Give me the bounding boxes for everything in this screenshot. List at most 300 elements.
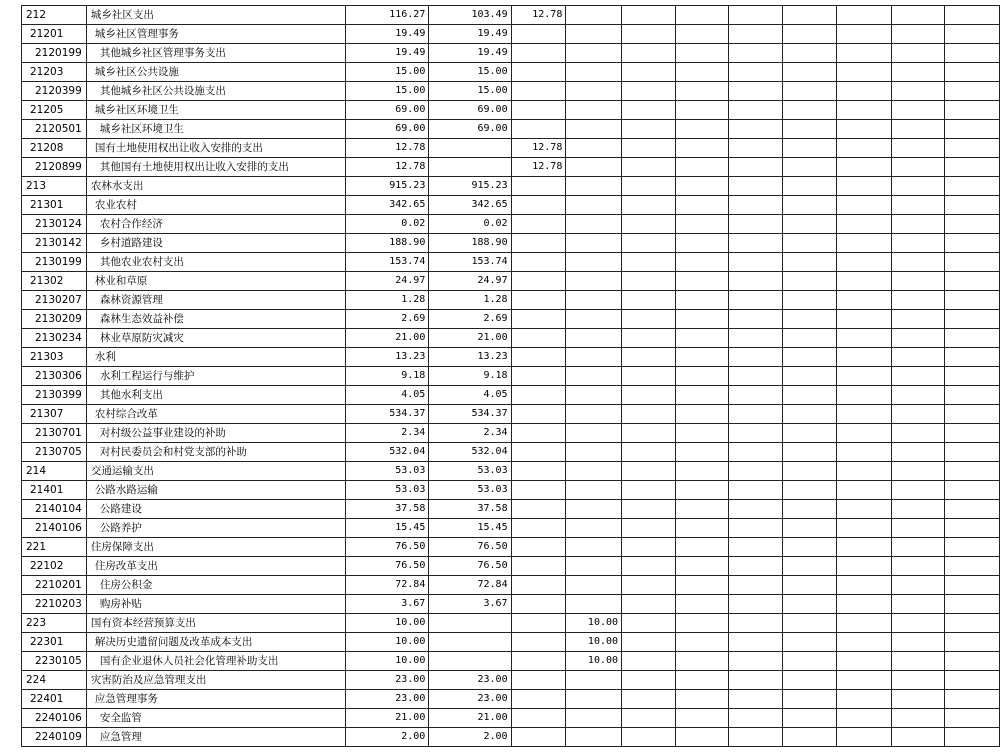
empty-cell xyxy=(836,329,891,348)
total-amount-cell: 2.34 xyxy=(346,424,429,443)
empty-cell xyxy=(622,614,676,633)
empty-cell xyxy=(622,234,676,253)
empty-cell xyxy=(622,462,676,481)
subject-code-cell: 2130199 xyxy=(22,253,87,272)
empty-cell xyxy=(622,386,676,405)
state-capital-budget-amount-cell xyxy=(566,101,622,120)
empty-cell xyxy=(729,25,783,44)
subject-name-cell: 应急管理 xyxy=(86,728,345,747)
general-budget-amount-cell: 342.65 xyxy=(429,196,511,215)
table-row xyxy=(22,595,1000,614)
empty-cell xyxy=(622,253,676,272)
subject-name-cell: 其他城乡社区管理事务支出 xyxy=(86,44,345,63)
table-row xyxy=(22,253,1000,272)
subject-code-cell: 2130124 xyxy=(22,215,87,234)
empty-cell xyxy=(836,690,891,709)
empty-cell xyxy=(783,101,837,120)
subject-name-cell: 农业农村 xyxy=(86,196,345,215)
fund-budget-amount-cell xyxy=(511,709,566,728)
subject-name-cell: 交通运输支出 xyxy=(86,462,345,481)
general-budget-amount-cell: 532.04 xyxy=(429,443,511,462)
general-budget-amount-cell xyxy=(429,139,511,158)
empty-cell xyxy=(891,671,945,690)
empty-cell xyxy=(729,709,783,728)
total-amount-cell: 1.28 xyxy=(346,291,429,310)
empty-cell xyxy=(622,25,676,44)
empty-cell xyxy=(675,196,729,215)
state-capital-budget-amount-cell xyxy=(566,196,622,215)
subject-name-cell: 对村民委员会和村党支部的补助 xyxy=(86,443,345,462)
fund-budget-amount-cell xyxy=(511,500,566,519)
subject-name-cell: 林业和草原 xyxy=(86,272,345,291)
total-amount-cell: 342.65 xyxy=(346,196,429,215)
table-row xyxy=(22,576,1000,595)
empty-cell xyxy=(622,6,676,25)
empty-cell xyxy=(836,576,891,595)
total-amount-cell: 188.90 xyxy=(346,234,429,253)
subject-code-cell: 21303 xyxy=(22,348,87,367)
empty-cell xyxy=(783,253,837,272)
subject-code-cell: 21205 xyxy=(22,101,87,120)
fund-budget-amount-cell xyxy=(511,253,566,272)
empty-cell xyxy=(622,538,676,557)
empty-cell xyxy=(675,367,729,386)
general-budget-amount-cell: 15.00 xyxy=(429,82,511,101)
empty-cell xyxy=(891,139,945,158)
empty-cell xyxy=(729,386,783,405)
empty-cell xyxy=(729,500,783,519)
empty-cell xyxy=(675,177,729,196)
empty-cell xyxy=(729,443,783,462)
empty-cell xyxy=(891,481,945,500)
total-amount-cell: 915.23 xyxy=(346,177,429,196)
empty-cell xyxy=(836,709,891,728)
general-budget-amount-cell: 4.05 xyxy=(429,386,511,405)
empty-cell xyxy=(675,652,729,671)
empty-cell xyxy=(945,120,1000,139)
empty-cell xyxy=(675,690,729,709)
state-capital-budget-amount-cell xyxy=(566,690,622,709)
total-amount-cell: 153.74 xyxy=(346,253,429,272)
empty-cell xyxy=(729,728,783,747)
total-amount-cell: 53.03 xyxy=(346,462,429,481)
empty-cell xyxy=(945,424,1000,443)
subject-name-cell: 国有土地使用权出让收入安排的支出 xyxy=(86,139,345,158)
empty-cell xyxy=(622,576,676,595)
state-capital-budget-amount-cell xyxy=(566,215,622,234)
empty-cell xyxy=(836,44,891,63)
empty-cell xyxy=(675,101,729,120)
state-capital-budget-amount-cell xyxy=(566,25,622,44)
empty-cell xyxy=(945,25,1000,44)
subject-name-cell: 城乡社区环境卫生 xyxy=(86,101,345,120)
state-capital-budget-amount-cell xyxy=(566,709,622,728)
state-capital-budget-amount-cell xyxy=(566,234,622,253)
subject-name-cell: 农村合作经济 xyxy=(86,215,345,234)
subject-code-cell: 2130399 xyxy=(22,386,87,405)
empty-cell xyxy=(836,196,891,215)
empty-cell xyxy=(622,690,676,709)
total-amount-cell: 9.18 xyxy=(346,367,429,386)
budget-table-sheet xyxy=(21,5,1000,747)
subject-code-cell: 2120399 xyxy=(22,82,87,101)
empty-cell xyxy=(891,101,945,120)
empty-cell xyxy=(729,614,783,633)
state-capital-budget-amount-cell xyxy=(566,519,622,538)
table-body xyxy=(22,6,1000,747)
empty-cell xyxy=(783,63,837,82)
empty-cell xyxy=(622,519,676,538)
empty-cell xyxy=(836,82,891,101)
table-row xyxy=(22,462,1000,481)
empty-cell xyxy=(891,652,945,671)
empty-cell xyxy=(729,329,783,348)
subject-name-cell: 农林水支出 xyxy=(86,177,345,196)
state-capital-budget-amount-cell xyxy=(566,500,622,519)
empty-cell xyxy=(945,44,1000,63)
empty-cell xyxy=(836,614,891,633)
state-capital-budget-amount-cell xyxy=(566,310,622,329)
empty-cell xyxy=(729,291,783,310)
empty-cell xyxy=(675,671,729,690)
subject-code-cell: 212 xyxy=(22,6,87,25)
empty-cell xyxy=(675,443,729,462)
empty-cell xyxy=(836,139,891,158)
empty-cell xyxy=(622,671,676,690)
table-row xyxy=(22,671,1000,690)
empty-cell xyxy=(836,481,891,500)
subject-name-cell: 其他水利支出 xyxy=(86,386,345,405)
subject-code-cell: 2140104 xyxy=(22,500,87,519)
empty-cell xyxy=(675,139,729,158)
empty-cell xyxy=(622,728,676,747)
fund-budget-amount-cell xyxy=(511,82,566,101)
subject-code-cell: 2210201 xyxy=(22,576,87,595)
empty-cell xyxy=(783,519,837,538)
subject-name-cell: 公路水路运输 xyxy=(86,481,345,500)
empty-cell xyxy=(729,196,783,215)
empty-cell xyxy=(675,348,729,367)
empty-cell xyxy=(945,63,1000,82)
empty-cell xyxy=(729,424,783,443)
general-budget-amount-cell: 0.02 xyxy=(429,215,511,234)
empty-cell xyxy=(891,576,945,595)
empty-cell xyxy=(836,253,891,272)
empty-cell xyxy=(945,500,1000,519)
general-budget-amount-cell: 915.23 xyxy=(429,177,511,196)
total-amount-cell: 69.00 xyxy=(346,101,429,120)
fund-budget-amount-cell xyxy=(511,120,566,139)
empty-cell xyxy=(783,709,837,728)
empty-cell xyxy=(945,519,1000,538)
empty-cell xyxy=(836,519,891,538)
subject-name-cell: 水利 xyxy=(86,348,345,367)
empty-cell xyxy=(729,310,783,329)
empty-cell xyxy=(729,690,783,709)
fund-budget-amount-cell xyxy=(511,329,566,348)
empty-cell xyxy=(729,557,783,576)
total-amount-cell: 15.00 xyxy=(346,63,429,82)
fund-budget-amount-cell xyxy=(511,101,566,120)
empty-cell xyxy=(783,272,837,291)
general-budget-amount-cell: 24.97 xyxy=(429,272,511,291)
subject-code-cell: 224 xyxy=(22,671,87,690)
general-budget-amount-cell: 21.00 xyxy=(429,709,511,728)
general-budget-amount-cell: 15.00 xyxy=(429,63,511,82)
empty-cell xyxy=(836,158,891,177)
empty-cell xyxy=(675,82,729,101)
subject-name-cell: 森林资源管理 xyxy=(86,291,345,310)
empty-cell xyxy=(945,253,1000,272)
state-capital-budget-amount-cell xyxy=(566,424,622,443)
fund-budget-amount-cell xyxy=(511,386,566,405)
total-amount-cell: 69.00 xyxy=(346,120,429,139)
state-capital-budget-amount-cell xyxy=(566,291,622,310)
table-row xyxy=(22,291,1000,310)
empty-cell xyxy=(783,158,837,177)
fund-budget-amount-cell: 12.78 xyxy=(511,139,566,158)
empty-cell xyxy=(891,557,945,576)
subject-name-cell: 其他农业农村支出 xyxy=(86,253,345,272)
empty-cell xyxy=(783,595,837,614)
empty-cell xyxy=(729,367,783,386)
table-row xyxy=(22,728,1000,747)
fund-budget-amount-cell xyxy=(511,44,566,63)
empty-cell xyxy=(891,63,945,82)
general-budget-amount-cell xyxy=(429,158,511,177)
total-amount-cell: 76.50 xyxy=(346,557,429,576)
empty-cell xyxy=(729,405,783,424)
empty-cell xyxy=(891,82,945,101)
general-budget-amount-cell: 19.49 xyxy=(429,44,511,63)
general-budget-amount-cell: 13.23 xyxy=(429,348,511,367)
table-row xyxy=(22,6,1000,25)
empty-cell xyxy=(945,272,1000,291)
empty-cell xyxy=(891,424,945,443)
empty-cell xyxy=(891,614,945,633)
total-amount-cell: 0.02 xyxy=(346,215,429,234)
empty-cell xyxy=(783,538,837,557)
empty-cell xyxy=(729,44,783,63)
subject-code-cell: 2120501 xyxy=(22,120,87,139)
empty-cell xyxy=(675,234,729,253)
empty-cell xyxy=(945,595,1000,614)
empty-cell xyxy=(836,728,891,747)
state-capital-budget-amount-cell xyxy=(566,405,622,424)
empty-cell xyxy=(945,443,1000,462)
state-capital-budget-amount-cell xyxy=(566,367,622,386)
empty-cell xyxy=(891,367,945,386)
empty-cell xyxy=(836,652,891,671)
subject-code-cell: 213 xyxy=(22,177,87,196)
empty-cell xyxy=(622,424,676,443)
empty-cell xyxy=(945,291,1000,310)
subject-name-cell: 住房改革支出 xyxy=(86,557,345,576)
subject-code-cell: 2240109 xyxy=(22,728,87,747)
empty-cell xyxy=(783,500,837,519)
fund-budget-amount-cell xyxy=(511,424,566,443)
empty-cell xyxy=(945,709,1000,728)
table-row xyxy=(22,25,1000,44)
empty-cell xyxy=(622,481,676,500)
empty-cell xyxy=(675,424,729,443)
subject-name-cell: 城乡社区环境卫生 xyxy=(86,120,345,139)
fund-budget-amount-cell xyxy=(511,728,566,747)
empty-cell xyxy=(945,557,1000,576)
subject-code-cell: 2120199 xyxy=(22,44,87,63)
empty-cell xyxy=(783,139,837,158)
fund-budget-amount-cell xyxy=(511,671,566,690)
fund-budget-amount-cell xyxy=(511,367,566,386)
empty-cell xyxy=(675,576,729,595)
general-budget-amount-cell: 9.18 xyxy=(429,367,511,386)
table-row xyxy=(22,633,1000,652)
subject-code-cell: 22301 xyxy=(22,633,87,652)
empty-cell xyxy=(891,329,945,348)
empty-cell xyxy=(622,177,676,196)
empty-cell xyxy=(622,405,676,424)
empty-cell xyxy=(945,671,1000,690)
total-amount-cell: 15.00 xyxy=(346,82,429,101)
empty-cell xyxy=(622,101,676,120)
subject-name-cell: 城乡社区支出 xyxy=(86,6,345,25)
empty-cell xyxy=(891,6,945,25)
table-row xyxy=(22,234,1000,253)
empty-cell xyxy=(729,652,783,671)
subject-code-cell: 21401 xyxy=(22,481,87,500)
empty-cell xyxy=(729,120,783,139)
empty-cell xyxy=(945,576,1000,595)
total-amount-cell: 12.78 xyxy=(346,139,429,158)
empty-cell xyxy=(945,405,1000,424)
empty-cell xyxy=(622,367,676,386)
empty-cell xyxy=(891,709,945,728)
subject-name-cell: 城乡社区管理事务 xyxy=(86,25,345,44)
empty-cell xyxy=(783,690,837,709)
state-capital-budget-amount-cell xyxy=(566,272,622,291)
empty-cell xyxy=(891,690,945,709)
empty-cell xyxy=(945,177,1000,196)
empty-cell xyxy=(622,633,676,652)
table-row xyxy=(22,329,1000,348)
subject-name-cell: 灾害防治及应急管理支出 xyxy=(86,671,345,690)
empty-cell xyxy=(945,614,1000,633)
empty-cell xyxy=(622,348,676,367)
empty-cell xyxy=(729,538,783,557)
fund-budget-amount-cell: 12.78 xyxy=(511,158,566,177)
empty-cell xyxy=(783,424,837,443)
empty-cell xyxy=(836,177,891,196)
subject-code-cell: 2130701 xyxy=(22,424,87,443)
table-row xyxy=(22,348,1000,367)
empty-cell xyxy=(783,196,837,215)
empty-cell xyxy=(836,462,891,481)
empty-cell xyxy=(622,557,676,576)
empty-cell xyxy=(729,6,783,25)
subject-name-cell: 农村综合改革 xyxy=(86,405,345,424)
fund-budget-amount-cell xyxy=(511,63,566,82)
table-row xyxy=(22,177,1000,196)
subject-name-cell: 国有资本经营预算支出 xyxy=(86,614,345,633)
state-capital-budget-amount-cell xyxy=(566,481,622,500)
fund-budget-amount-cell xyxy=(511,196,566,215)
empty-cell xyxy=(675,386,729,405)
empty-cell xyxy=(783,405,837,424)
general-budget-amount-cell: 23.00 xyxy=(429,671,511,690)
subject-code-cell: 2120899 xyxy=(22,158,87,177)
general-budget-amount-cell: 534.37 xyxy=(429,405,511,424)
empty-cell xyxy=(836,291,891,310)
empty-cell xyxy=(675,120,729,139)
general-budget-amount-cell: 53.03 xyxy=(429,462,511,481)
empty-cell xyxy=(622,139,676,158)
empty-cell xyxy=(891,291,945,310)
empty-cell xyxy=(836,367,891,386)
fund-budget-amount-cell xyxy=(511,595,566,614)
subject-name-cell: 解决历史遗留问题及改革成本支出 xyxy=(86,633,345,652)
total-amount-cell: 12.78 xyxy=(346,158,429,177)
empty-cell xyxy=(891,405,945,424)
total-amount-cell: 23.00 xyxy=(346,690,429,709)
empty-cell xyxy=(675,519,729,538)
empty-cell xyxy=(891,348,945,367)
table-row xyxy=(22,310,1000,329)
empty-cell xyxy=(729,595,783,614)
empty-cell xyxy=(622,63,676,82)
fund-budget-amount-cell xyxy=(511,557,566,576)
total-amount-cell: 24.97 xyxy=(346,272,429,291)
empty-cell xyxy=(836,348,891,367)
empty-cell xyxy=(783,633,837,652)
subject-name-cell: 其他城乡社区公共设施支出 xyxy=(86,82,345,101)
empty-cell xyxy=(729,272,783,291)
fund-budget-amount-cell xyxy=(511,443,566,462)
subject-code-cell: 2230105 xyxy=(22,652,87,671)
subject-code-cell: 21201 xyxy=(22,25,87,44)
empty-cell xyxy=(836,234,891,253)
general-budget-amount-cell: 76.50 xyxy=(429,557,511,576)
empty-cell xyxy=(891,234,945,253)
fund-budget-amount-cell xyxy=(511,272,566,291)
empty-cell xyxy=(945,690,1000,709)
general-budget-amount-cell: 72.84 xyxy=(429,576,511,595)
fund-budget-amount-cell xyxy=(511,576,566,595)
table-row xyxy=(22,44,1000,63)
total-amount-cell: 72.84 xyxy=(346,576,429,595)
subject-code-cell: 21301 xyxy=(22,196,87,215)
subject-name-cell: 购房补贴 xyxy=(86,595,345,614)
empty-cell xyxy=(675,63,729,82)
table-row xyxy=(22,614,1000,633)
empty-cell xyxy=(729,63,783,82)
total-amount-cell: 19.49 xyxy=(346,44,429,63)
empty-cell xyxy=(675,25,729,44)
total-amount-cell: 534.37 xyxy=(346,405,429,424)
total-amount-cell: 53.03 xyxy=(346,481,429,500)
empty-cell xyxy=(945,82,1000,101)
subject-name-cell: 国有企业退休人员社会化管理补助支出 xyxy=(86,652,345,671)
table-row xyxy=(22,158,1000,177)
empty-cell xyxy=(891,519,945,538)
empty-cell xyxy=(945,538,1000,557)
subject-code-cell: 214 xyxy=(22,462,87,481)
empty-cell xyxy=(622,44,676,63)
general-budget-amount-cell: 2.00 xyxy=(429,728,511,747)
total-amount-cell: 19.49 xyxy=(346,25,429,44)
empty-cell xyxy=(836,500,891,519)
empty-cell xyxy=(836,671,891,690)
empty-cell xyxy=(891,196,945,215)
